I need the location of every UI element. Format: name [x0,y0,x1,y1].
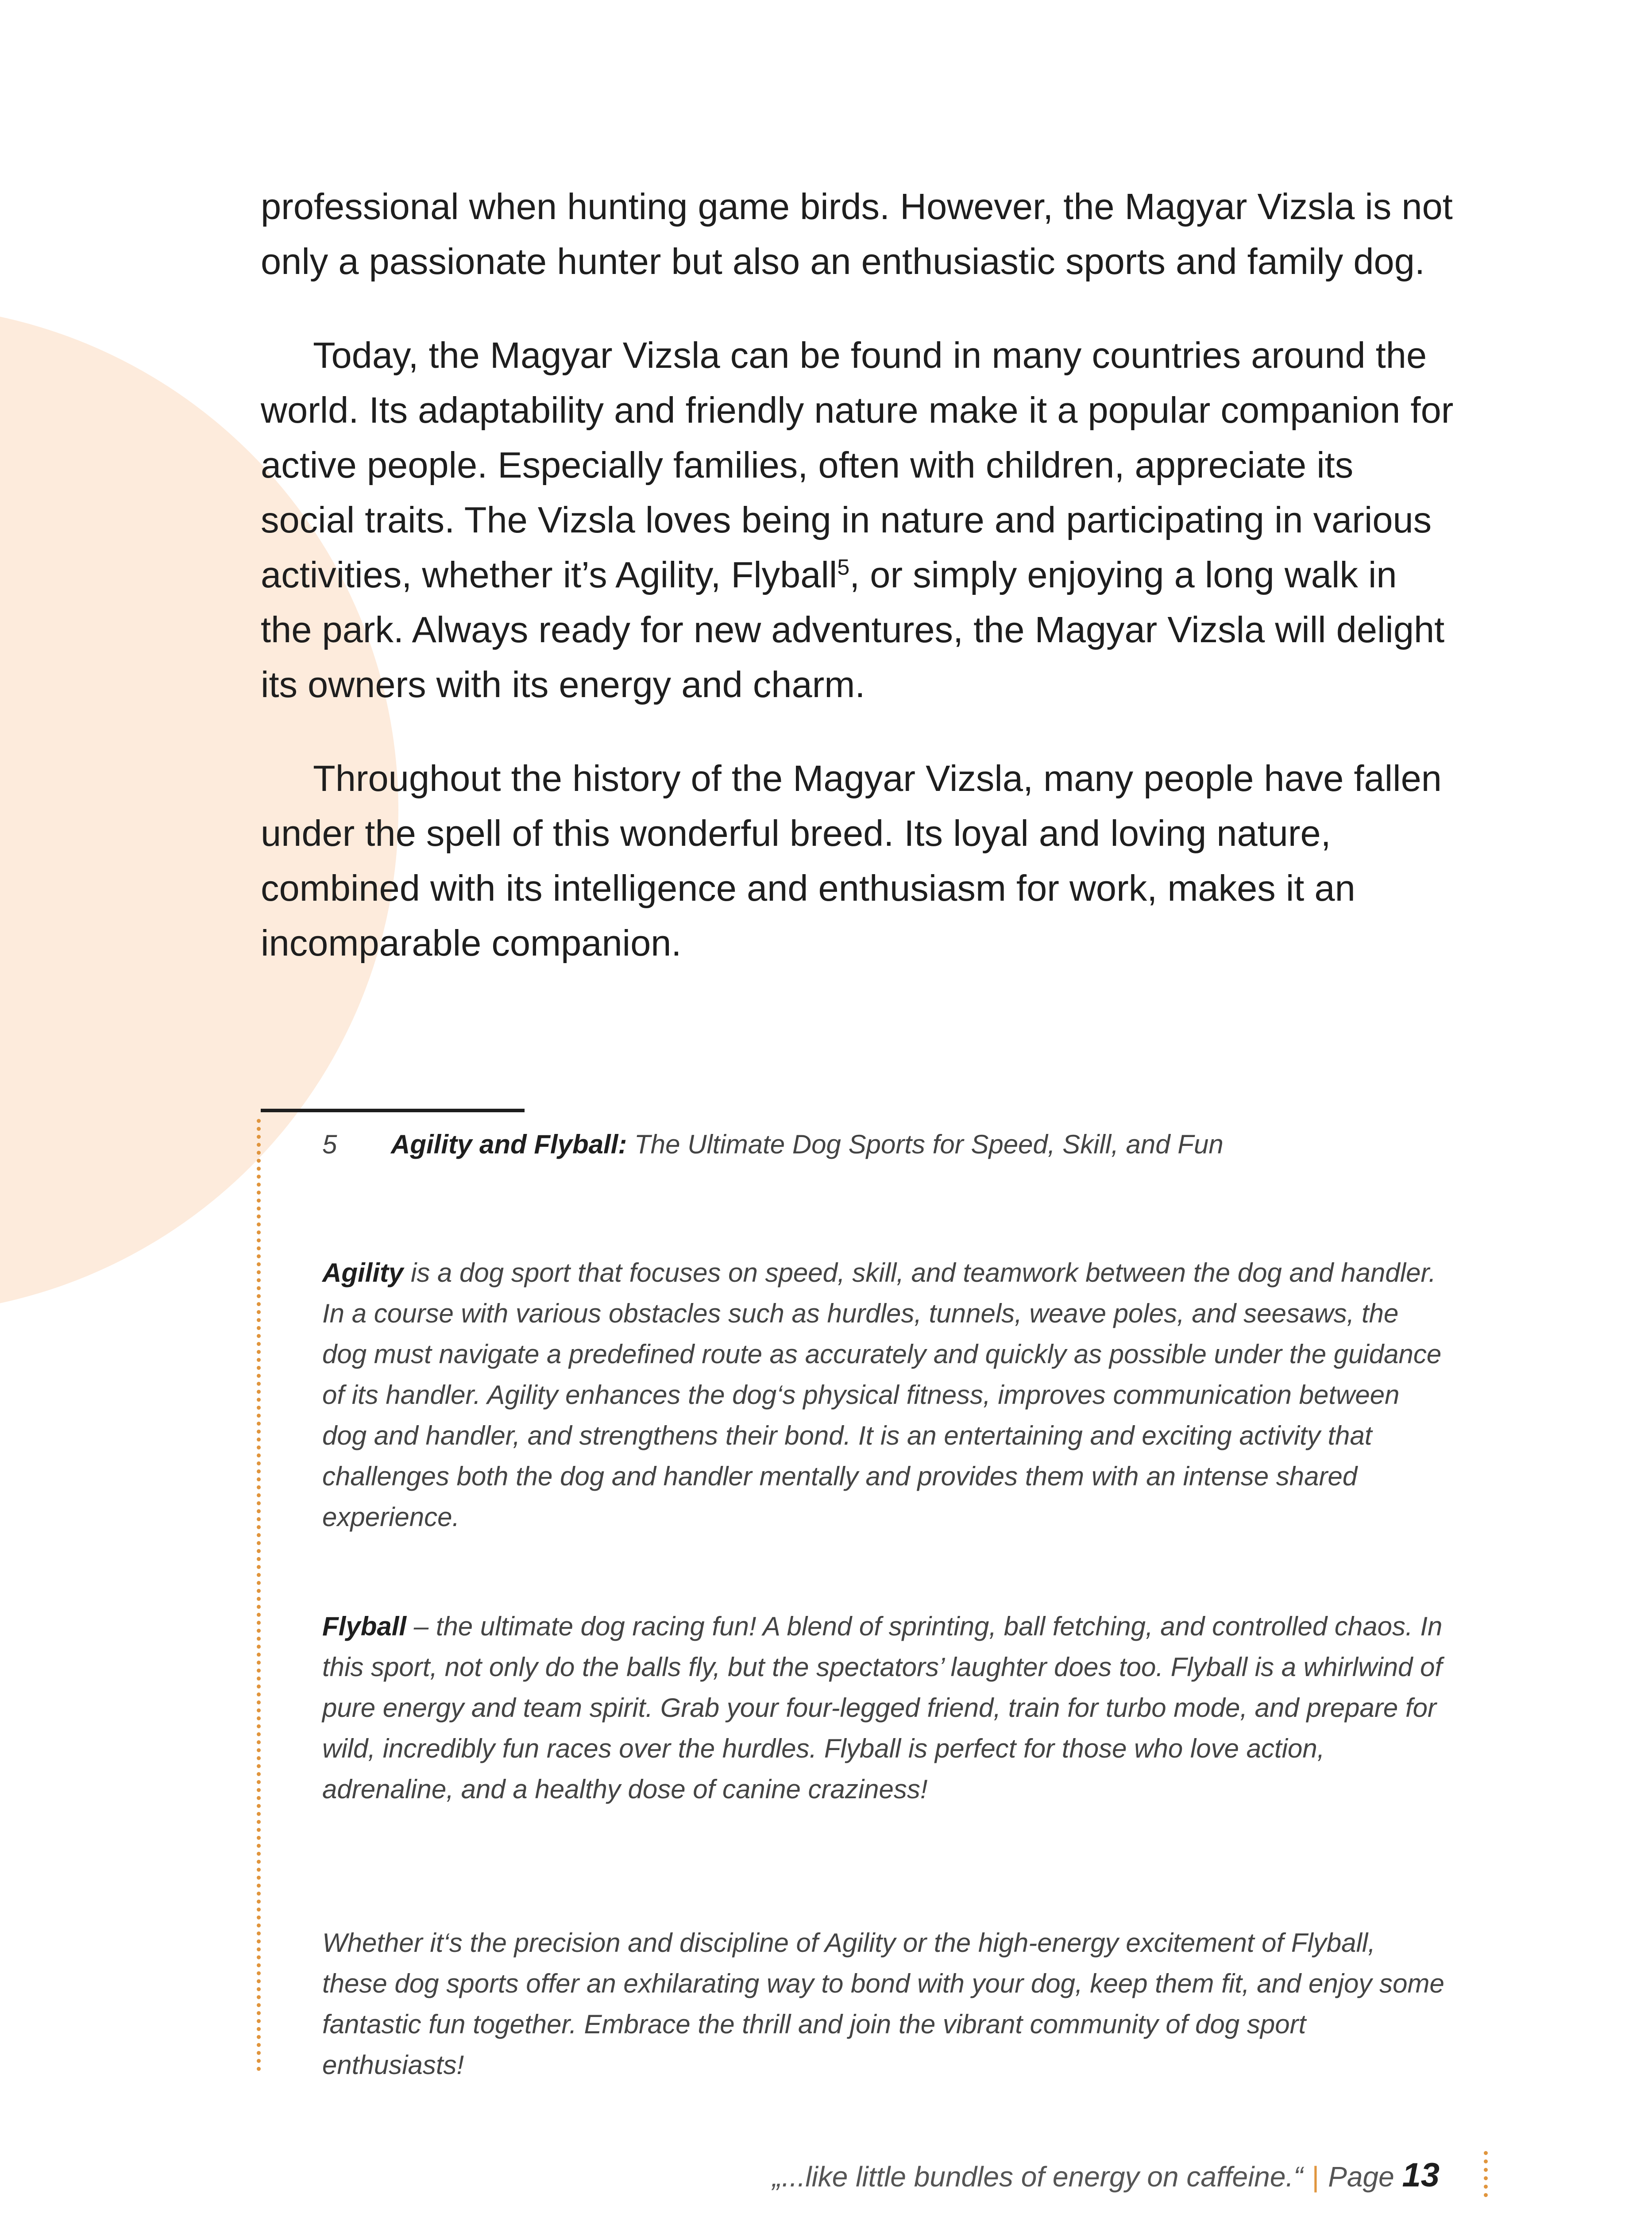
footnote-divider [261,1109,525,1112]
footnote-number: 5 [322,1130,337,1159]
flyball-term: Flyball [322,1612,407,1641]
footnote-heading [322,1124,1447,1165]
footnote-title-rest: The Ultimate Dog Sports for Speed, Skill, and Fun [627,1130,1224,1159]
footnote-dotted-line [257,1119,261,2071]
footer-dotted-mark [1484,2151,1488,2197]
page-number: 13 [1402,2156,1440,2194]
body-paragraph-2 [261,328,1456,712]
footer-quote: „...like little bundles of energy on caffeine.“ [772,2161,1303,2193]
main-text [261,179,1456,971]
agility-term: Agility [322,1258,404,1288]
body-paragraph-2-start: Today, the Magyar Vizsla can be found in many countries around the world. Its adaptability and friendly nature make it a popular companion for active people. Especially families, often with children, appreciate its social traits. The Vizsla loves being in nature and participating in various activities, whether it’s Agility, Flyball [261,335,1454,595]
body-paragraph-1: professional when hunting game birds. However, the Magyar Vizsla is not only a passionate hunter but also an enthusiastic sports and family dog. [261,186,1453,282]
footnote-closing-paragraph: Whether it‘s the precision and discipline of Agility or the high-energy excitement of Flyball, these dog sports offer an exhilarating way to bond with your dog, keep them fit, and enjoy some fantastic fun together. Embrace the thrill and join the vibrant community of dog sport enthusiasts! [322,1928,1444,2080]
page-footer [772,2158,1440,2194]
body-paragraph-3: Throughout the history of the Magyar Vizsla, many people have fallen under the spell of this wonderful breed. Its loyal and loving nature, combined with its intelligence and enthusiasm for work, makes it an incomparable companion. [261,758,1442,964]
footnote-flyball-paragraph [322,1606,1447,1810]
footnote-reference: 5 [837,555,850,580]
page-label: Page [1328,2161,1394,2193]
footnote-title-bold: Agility and Flyball: [391,1130,627,1159]
footnote-title [391,1124,1447,1165]
agility-text: is a dog sport that focuses on speed, skill, and teamwork between the dog and handler. In a course with various obstacles such as hurdles, tunnels, weave poles, and seesaws, the dog must navigate a predefined route as accurately and quickly as possible under the guidance of its handler. Agility enhances the dog‘s physical fitness, improves communication between dog and handler, and strengthens their bond. It is an entertaining and exciting activity that challenges both the dog and handler mentally and provides them with an intense shared experience. [322,1258,1442,1532]
body-paragraph-2-end: , or simply enjoying a long walk in the park. Always ready for new adventures, the Magyar Vizsla will delight its owners with its energy and charm. [261,554,1445,705]
footnote-agility-paragraph [322,1253,1447,1538]
footnote [322,1124,1447,2086]
footer-separator: | [1312,2161,1320,2193]
flyball-text: – the ultimate dog racing fun! A blend of sprinting, ball fetching, and controlled chaos. In this sport, not only do the balls fly, but the spectators’ laughter does too. Flyball is a whirlwind of pure energy and team spirit. Grab your four-legged friend, train for turbo mode, and prepare for wild, incredibly fun races over the hurdles. Flyball is perfect for those who love action, adrenaline, and a healthy dose of canine craziness! [322,1612,1443,1804]
